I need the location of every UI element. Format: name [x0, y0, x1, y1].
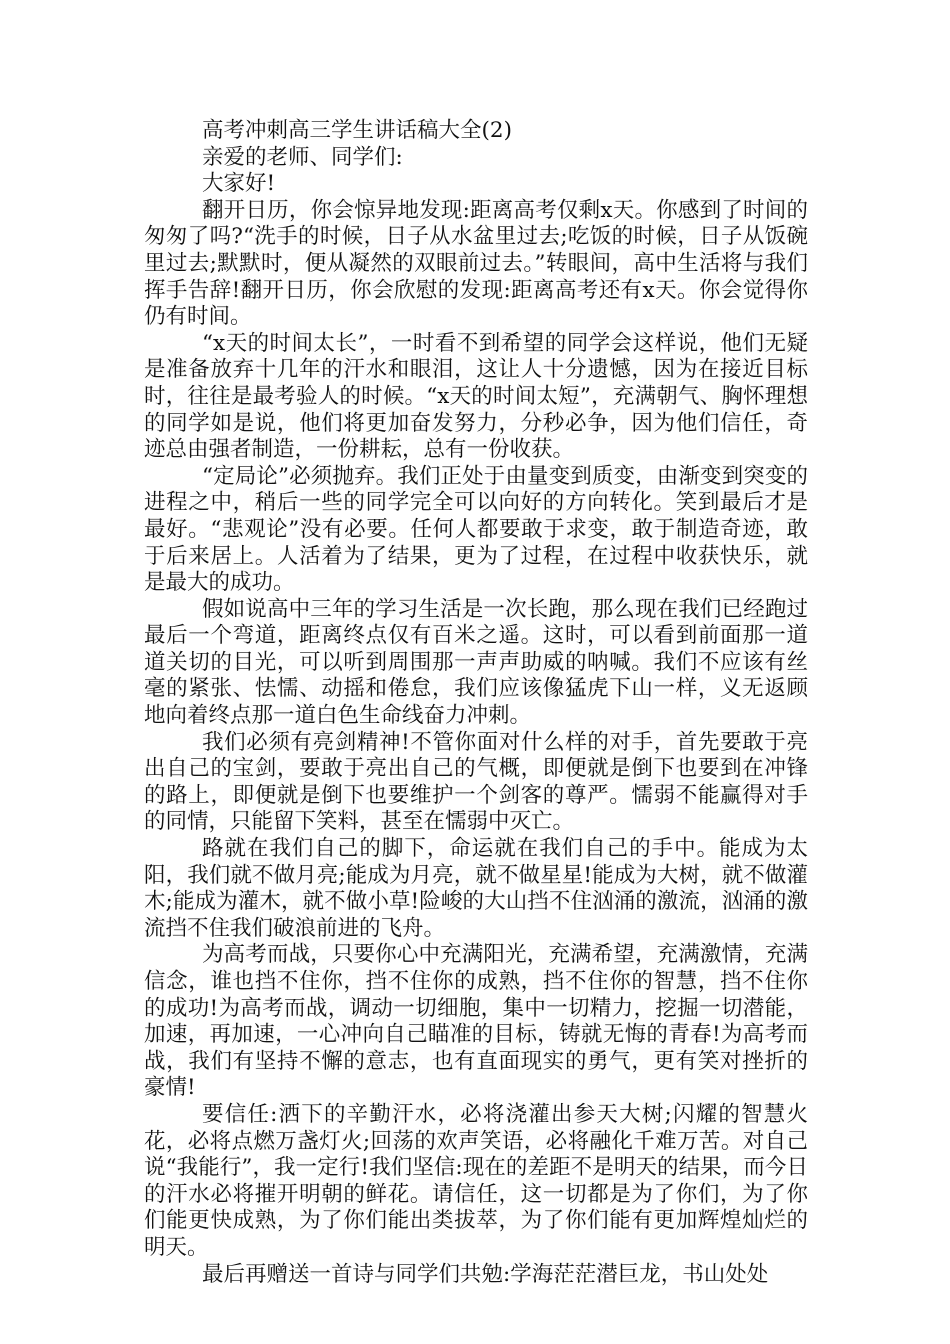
paragraph-8: 要信任:洒下的辛勤汗水，必将浇灌出参天大树;闪耀的智慧火花，必将点燃万盏灯火;回荡的欢声笑语，必将融化千难万苦。对自己说“我能行”，我一定行!我们坚信:现在的差距不是明天的结果，而今日的汗水必将摧开明朝的鲜花。请信任，这一切都是为了你们，为了你们能更快成熟，为了你们能出类拔萃，为了你们能有更加辉煌灿烂的明天。	[144, 1101, 808, 1260]
paragraph-6: 路就在我们自己的脚下，命运就在我们自己的手中。能成为太阳，我们就不做月亮;能成为月亮，就不做星星!能成为大树，就不做灌木;能成为灌木，就不做小草!险峻的大山挡不住汹涌的激流，汹涌的激流挡不住我们破浪前进的飞舟。	[144, 836, 808, 941]
paragraph-5: 我们必须有亮剑精神!不管你面对什么样的对手，首先要敢于亮出自己的宝剑，要敢于亮出自己的气概，即便就是倒下也要到在冲锋的路上，即便就是倒下也要维护一个剑客的尊严。懦弱不能赢得对手的同情，只能留下笑料，甚至在懦弱中灭亡。	[144, 729, 808, 835]
greeting: 大家好!	[202, 171, 276, 197]
paragraph-3: “定局论”必须抛弃。我们正处于由量变到质变，由渐变到突变的进程之中，稍后一些的同学完全可以向好的方向转化。笑到最后才是最好。“悲观论”没有必要。任何人都要敢于求变，敢于制造奇迹，敢于后来居上。人活着为了结果，更为了过程，在过程中收获快乐，就是最大的成功。	[144, 463, 808, 596]
paragraph-9: 最后再赠送一首诗与同学们共勉:学海茫茫潜巨龙，书山处处	[202, 1261, 769, 1287]
paragraph-4: 假如说高中三年的学习生活是一次长跑，那么现在我们已经跑过最后一个弯道，距离终点仅有百米之遥。这时，可以看到前面那一道道关切的目光，可以听到周围那一声声助威的呐喊。我们不应该有丝毫的紧张、怯懦、动摇和倦怠，我们应该像猛虎下山一样，义无返顾地向着终点那一道白色生命线奋力冲刺。	[144, 596, 808, 729]
paragraph-1: 翻开日历，你会惊异地发现:距离高考仅剩x天。你感到了时间的匆匆了吗?“洗手的时候，日子从水盆里过去;吃饭的时候，日子从饭碗里过去;默默时，便从凝然的双眼前过去。”转眼间，高中生活将与我们挥手告辞!翻开日历，你会欣慰的发现:距离高考还有x天。你会觉得你仍有时间。	[144, 197, 808, 330]
document-title: 高考冲刺高三学生讲话稿大全(2)	[202, 118, 512, 143]
salutation: 亲爱的老师、同学们:	[202, 144, 403, 170]
document-body	[144, 118, 808, 1288]
paragraph-2: “x天的时间太长”，一时看不到希望的同学会这样说，他们无疑是准备放弃十几年的汗水和眼泪，这让人十分遗憾，因为在接近目标时，往往是最考验人的时候。“x天的时间太短”，充满朝气、胸怀理想的同学如是说，他们将更加奋发努力，分秒必争，因为他们信任，奇迹总由强者制造，一份耕耘，总有一份收获。	[144, 330, 808, 463]
paragraph-7: 为高考而战，只要你心中充满阳光，充满希望，充满激情，充满信念，谁也挡不住你，挡不住你的成熟，挡不住你的智慧，挡不住你的成功!为高考而战，调动一切细胞，集中一切精力，挖掘一切潜能，加速，再加速，一心冲向自己瞄准的目标，铸就无悔的青春!为高考而战，我们有坚持不懈的意志，也有直面现实的勇气，更有笑对挫折的豪情!	[144, 942, 808, 1101]
